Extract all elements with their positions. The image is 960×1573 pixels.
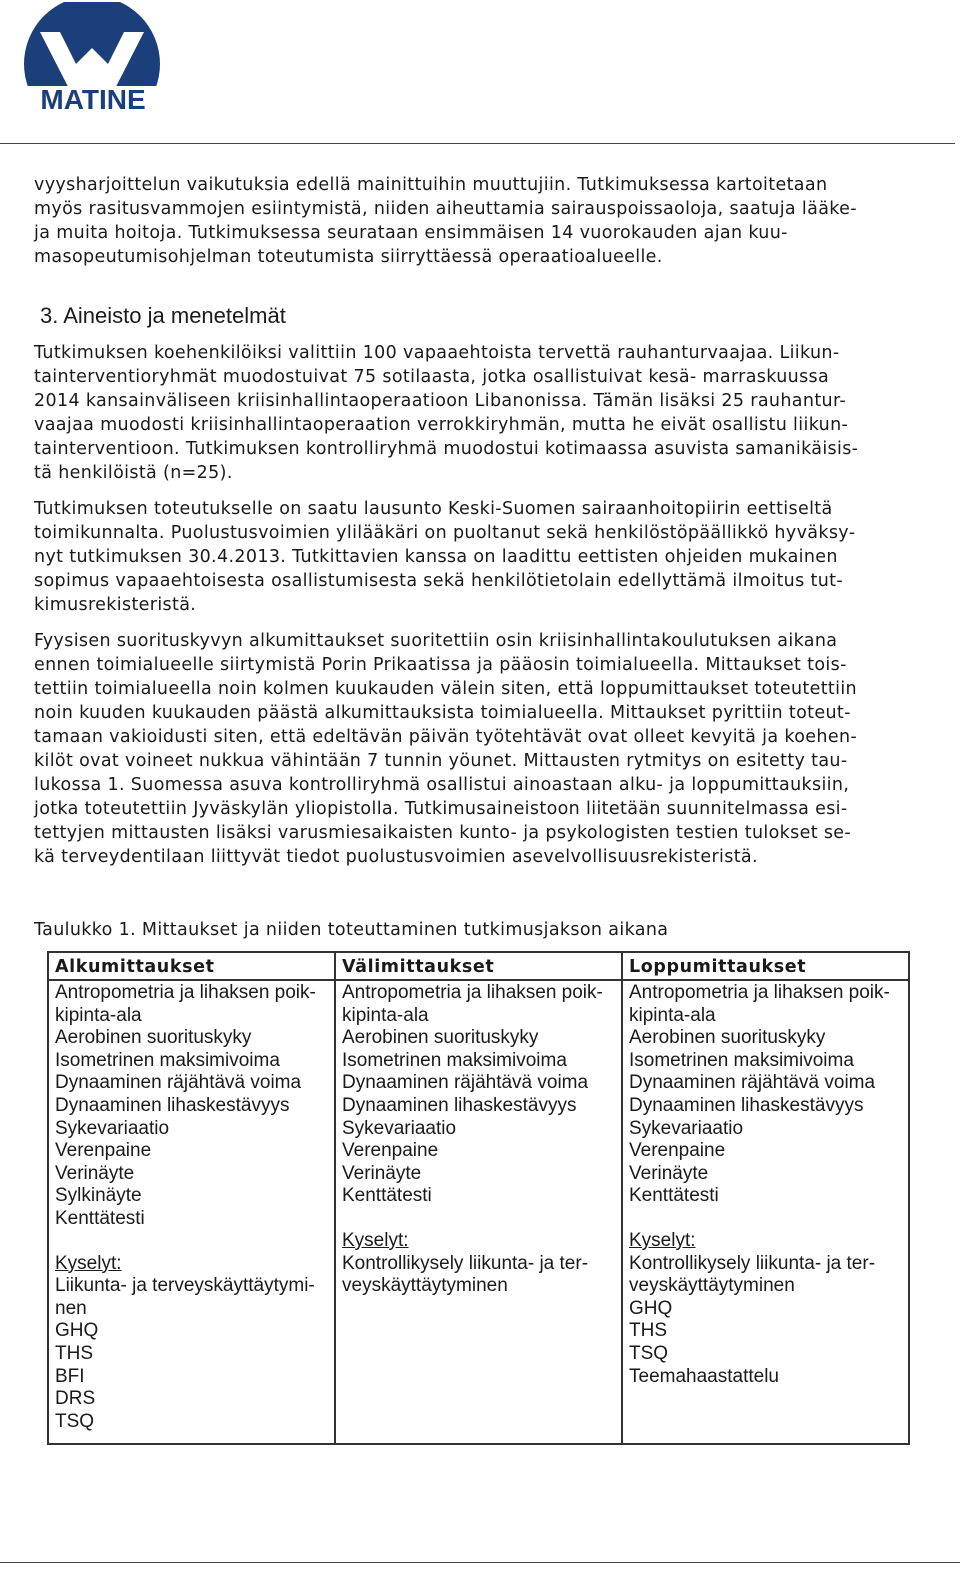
- survey-item: veyskäyttäytyminen: [342, 1275, 508, 1297]
- measurement-item: Dynaaminen räjähtävä voima: [55, 1072, 302, 1094]
- measurement-item: Isometrinen maksimivoima: [629, 1049, 854, 1071]
- measurement-item: Verenpaine: [629, 1140, 726, 1162]
- measurement-item: Dynaaminen lihaskestävyys: [629, 1094, 864, 1116]
- table-row: [48, 980, 909, 1444]
- page-content: [34, 173, 934, 1445]
- measurement-item: Sykevariaatio: [342, 1117, 457, 1139]
- paragraph-participants: Tutkimuksen koehenkilöiksi valittiin 100 vapaaehtoista tervettä rauhanturvaajaa. Liikun- tainterventioryhmät muodostuivat 75 sotilaasta, jotka osallistuivat kesä- marraskuussa 2014 kansainväliseen kriisinhallintaoperaatioon Libanonissa. Tämän lisäksi 25 rauhantur- vaajaa muodosti kriisinhallintaoperaation verrokkiryhmän, mutta he eivät osallistu liikun- tainterventioon. Tutkimuksen kontrolliryhmä muodostui kotimaassa asuvista samanikäisis- tä henkilöistä (n=25).: [34, 343, 859, 483]
- measurement-item: Dynaaminen räjähtävä voima: [629, 1072, 876, 1094]
- measurement-item: Dynaaminen lihaskestävyys: [55, 1094, 290, 1116]
- intro-paragraph: vyysharjoittelun vaikutuksia edellä mainittuihin muuttujiin. Tutkimuksessa kartoitetaan myös rasitusvammojen esiintymistä, niiden aiheuttamia sairauspoissaoloja, saatuja lääke- ja muita hoitoja. Tutkimuksessa seurataan ensimmäisen 14 vuorokauden ajan kuu- masopeutumisohjelman toteutumista siirryttäessä operaatioalueelle.: [34, 175, 857, 267]
- header-divider: [0, 143, 955, 144]
- column-header: Alkumittaukset: [48, 952, 335, 980]
- measurement-item: Dynaaminen räjähtävä voima: [342, 1072, 589, 1094]
- survey-item: Liikunta- ja terveyskäyttäytymi-: [55, 1275, 315, 1297]
- measurement-item: Kenttätesti: [55, 1207, 145, 1229]
- measurement-item: Antropometria ja lihaksen poik-: [342, 982, 603, 1003]
- measurement-item: Kenttätesti: [629, 1185, 719, 1207]
- surveys-title: Kyselyt:: [55, 1252, 122, 1274]
- measurement-item: Verinäyte: [342, 1162, 422, 1184]
- measurement-item: Isometrinen maksimivoima: [342, 1049, 567, 1071]
- survey-item: GHQ: [629, 1297, 673, 1319]
- survey-item: GHQ: [55, 1320, 99, 1342]
- measurements-table: [47, 951, 910, 1445]
- survey-item: THS: [55, 1342, 93, 1364]
- measurement-item: kipinta-ala: [342, 1004, 429, 1026]
- survey-item: Kontrollikysely liikunta- ja ter-: [629, 1252, 876, 1274]
- table-caption: Taulukko 1. Mittaukset ja niiden toteuttaminen tutkimusjakson aikana: [34, 920, 669, 940]
- surveys-title: Kyselyt:: [342, 1229, 409, 1251]
- paragraph-measurements: Fyysisen suorituskyvyn alkumittaukset suoritettiin osin kriisinhallintakoulutuksen aikana ennen toimialueelle siirtymistä Porin Prikaatissa ja pääosin toimialueella. Mittaukset tois- tettiin toimialueella noin kolmen kuukauden välein siten, että loppumittaukset toteutettiin noin kuuden kuukauden päästä alkumittauksista toimialueella. Mittaukset pyrittiin toteut- tamaan vakioidusti siten, että edeltävän päivän työtehtävät ovat olleet kevyitä ja koehen- kilöt ovat voineet nukkua vähintään 7 tunnin yöunet. Mittausten rytmitys on esitetty tau- lukossa 1. Suomessa asuva kontrolliryhmä osallistui ainoastaan alku- ja loppumittauksiin, jotka toteutettiin Jyväskylän yliopistolla. Tutkimusaineistoon liitetään suunnitelmassa esi- tettyjen mittausten lisäksi varusmiesaikaisten kunto- ja psykologisten testien tulokset se- kä terveydentilaan liittyvät tiedot puolustusvoimien asevelvollisuusrekisteristä.: [34, 631, 858, 867]
- surveys-title: Kyselyt:: [629, 1229, 696, 1251]
- survey-item: Kontrollikysely liikunta- ja ter-: [342, 1252, 589, 1274]
- measurement-item: Aerobinen suorituskyky: [629, 1027, 826, 1049]
- measurement-item: Sykevariaatio: [629, 1117, 744, 1139]
- logo-wordmark: MATINE: [40, 84, 146, 115]
- table-cell-valimittaukset: [335, 980, 622, 1444]
- survey-item: TSQ: [629, 1342, 669, 1364]
- measurement-item: Verinäyte: [629, 1162, 709, 1184]
- column-header: Loppumittaukset: [622, 952, 909, 980]
- measurement-item: Aerobinen suorituskyky: [342, 1027, 539, 1049]
- measurement-item: Verinäyte: [55, 1162, 135, 1184]
- measurement-item: Aerobinen suorituskyky: [55, 1027, 252, 1049]
- survey-item: BFI: [55, 1365, 85, 1387]
- measurement-item: Verenpaine: [55, 1140, 152, 1162]
- measurement-item: Antropometria ja lihaksen poik-: [629, 982, 890, 1003]
- survey-item: veyskäyttäytyminen: [629, 1275, 795, 1297]
- column-header: Välimittaukset: [335, 952, 622, 980]
- survey-item: TSQ: [55, 1410, 95, 1432]
- measurement-item: Dynaaminen lihaskestävyys: [342, 1094, 577, 1116]
- measurement-item: Sylkinäyte: [55, 1185, 142, 1207]
- measurement-item: Sykevariaatio: [55, 1117, 170, 1139]
- measurement-item: kipinta-ala: [629, 1004, 716, 1026]
- table-header-row: [48, 952, 909, 980]
- footer-divider: [0, 1562, 960, 1563]
- paragraph-ethics: Tutkimuksen toteutukselle on saatu lausunto Keski-Suomen sairaanhoitopiirin eettiseltä toimikunnalta. Puolustusvoimien ylilääkäri on puoltanut sekä henkilöstöpäällikkö hyväksy- nyt tutkimuksen 30.4.2013. Tutkittavien kanssa on laadittu eettisten ohjeiden mukainen sopimus vapaaehtoisesta osallistumisesta sekä henkilötietolain edellyttämä ilmoitus tut- kimusrekisteristä.: [34, 499, 856, 615]
- survey-item: DRS: [55, 1388, 96, 1410]
- measurement-item: Kenttätesti: [342, 1185, 432, 1207]
- survey-item: nen: [55, 1297, 87, 1319]
- section-heading: 3. Aineisto ja menetelmät: [40, 303, 286, 328]
- measurement-item: Isometrinen maksimivoima: [55, 1049, 280, 1071]
- table-cell-loppumittaukset: [622, 980, 909, 1444]
- measurement-item: Antropometria ja lihaksen poik-: [55, 982, 316, 1003]
- table-cell-alkumittaukset: [48, 980, 335, 1444]
- measurement-item: kipinta-ala: [55, 1004, 142, 1026]
- survey-item: Teemahaastattelu: [629, 1365, 779, 1387]
- survey-item: THS: [629, 1320, 667, 1342]
- measurement-item: Verenpaine: [342, 1140, 439, 1162]
